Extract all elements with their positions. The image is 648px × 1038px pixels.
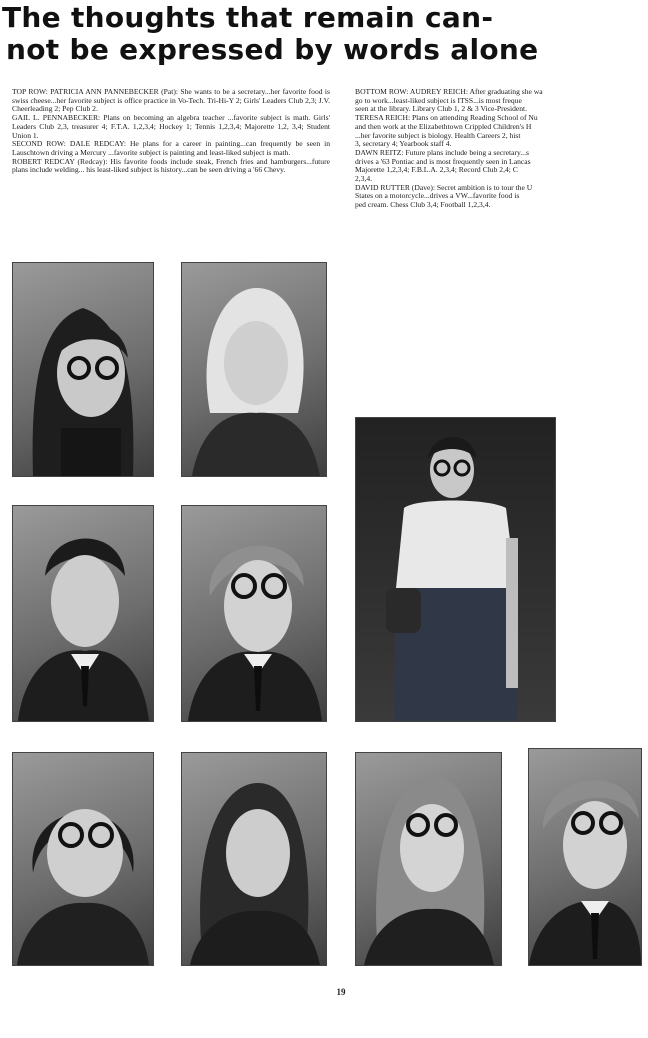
caption-line: BOTTOM ROW: AUDREY REICH: After graduating she wa bbox=[355, 88, 543, 96]
portrait-photo-top-left bbox=[12, 262, 154, 477]
caption-line: DAVID RUTTER (Dave): Secret ambition is to tour the U bbox=[355, 182, 533, 192]
caption-line: ped cream. Chess Club 3,4; Football 1,2,3,4. bbox=[355, 200, 491, 210]
caption-line: 3, secretary 4; Yearbook staff 4. bbox=[355, 139, 452, 149]
page-number: 19 bbox=[336, 987, 346, 997]
page-headline bbox=[0, 2, 648, 66]
headline-line-1: The thoughts that remain can- bbox=[2, 1, 494, 34]
caption-line: ...her favorite subject is biology. Health Careers 2, hist bbox=[355, 130, 521, 140]
portrait-photo-bottom-3 bbox=[355, 752, 502, 966]
caption-line: and then work at the Elizabethtown Crippled Children's H bbox=[355, 121, 532, 131]
portrait-photo-bottom-2 bbox=[181, 752, 327, 966]
caption-paragraph: GAIL L. PENNABECKER: Plans on becoming an algebra teacher ...favorite subject is math. Girls' Leaders Club 2,3, treasurer 4; F.T.A. 1,2,3,4; Hockey 1; Tennis 1,2,3,4; Majorette 1,2, 3,4; Student Union 1. bbox=[12, 113, 330, 140]
headline-line-2: not be expressed by words alone bbox=[6, 33, 539, 66]
caption-line: drives a '63 Pontiac and is most frequently seen in Lancas bbox=[355, 156, 531, 166]
caption-line: seen at the library. Library Club 1, 2 & 3 Vice-President. bbox=[355, 104, 528, 114]
caption-paragraph: SECOND ROW: DALE REDCAY: He plans for a career in painting...can frequently be seen in Lauschtown driving a Mercury ...favorite subject is painting and least-liked subject is math. bbox=[12, 139, 330, 157]
portrait-photo-bottom-1 bbox=[12, 752, 154, 966]
caption-right-column bbox=[355, 88, 640, 248]
caption-left-column bbox=[12, 88, 330, 252]
caption-paragraph: TOP ROW: PATRICIA ANN PANNEBECKER (Pat): She wants to be a secretary...her favorite food is swiss cheese...her favorite subject is office practice in Vo-Tech. Tri-Hi-Y 2; Girls' Leaders Club 2,3; J.V. Cheerleading 2; Pep Club 2. bbox=[12, 88, 330, 114]
portrait-photo-middle-center bbox=[181, 505, 327, 722]
portrait-photo-bottom-4 bbox=[528, 748, 642, 966]
caption-line: Majorette 1,2,3,4; F.B.L.A. 2,3,4; Record Club 2,4; C bbox=[355, 165, 518, 175]
caption-line: DAWN REITZ: Future plans include being a secretary...s bbox=[355, 147, 529, 157]
portrait-photo-middle-left bbox=[12, 505, 154, 722]
caption-line: go to work...least-liked subject is ITSS...is most freque bbox=[355, 95, 522, 105]
caption-line: States on a motorcycle...drives a VW...favorite food is bbox=[355, 191, 520, 201]
caption-line: TERESA REICH: Plans on attending Reading School of Nu bbox=[355, 113, 538, 123]
candid-photo bbox=[355, 417, 556, 722]
caption-paragraph: ROBERT REDCAY (Redcay): His favorite foods include steak, French fries and hamburgers...future plans include welding... his least-liked subject is history...can be seen driving a '66 Chevy. bbox=[12, 156, 330, 175]
caption-line: 2,3,4. bbox=[355, 174, 373, 184]
portrait-photo-top-middle bbox=[181, 262, 327, 477]
